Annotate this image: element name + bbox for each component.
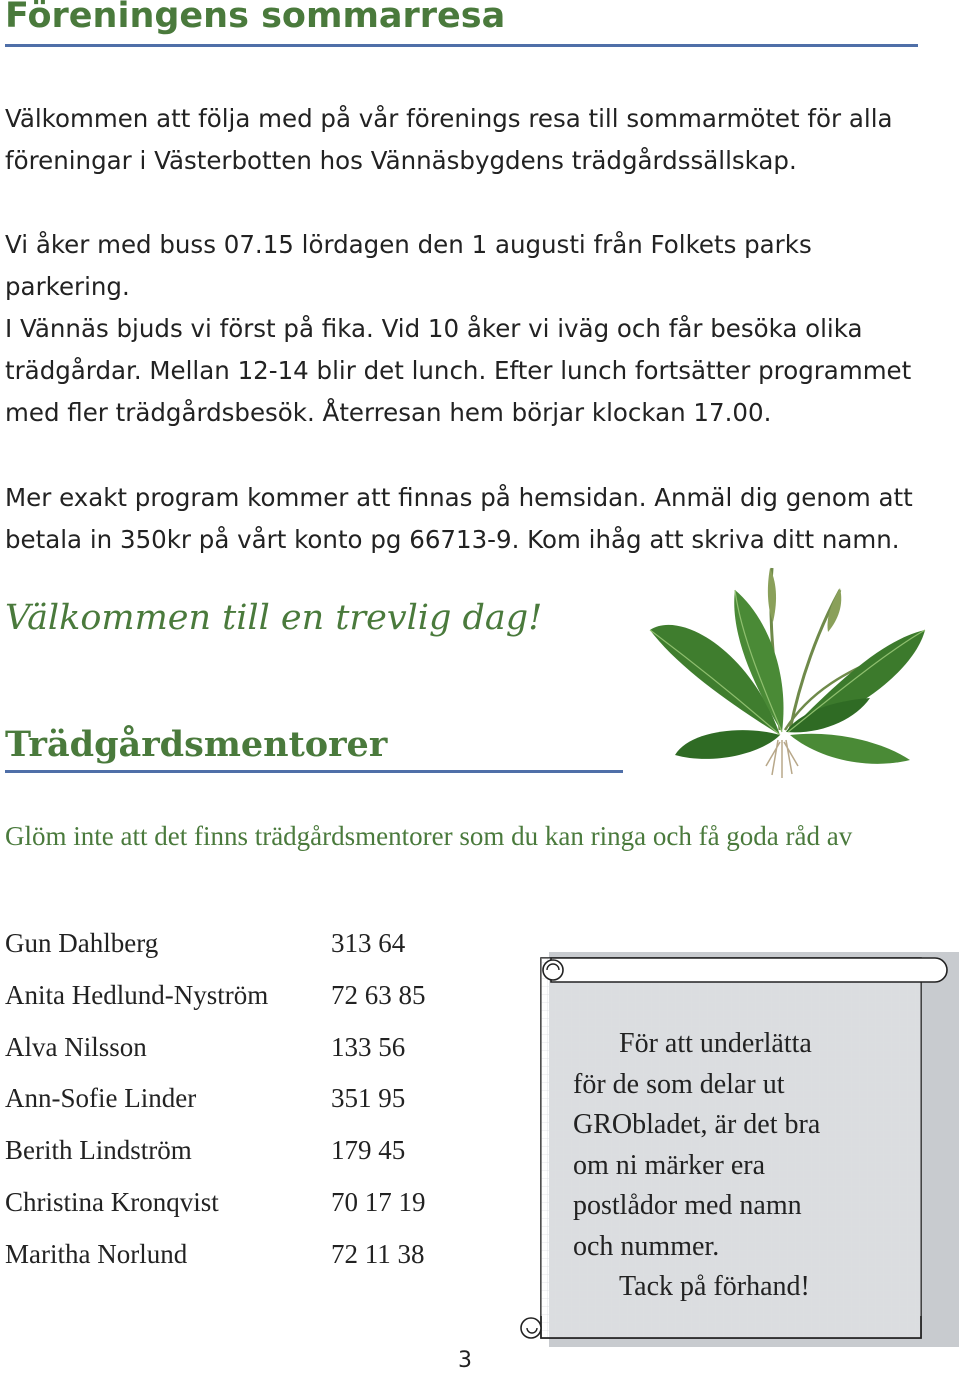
mentor-phone: 70 17 19 [331,1187,426,1217]
text-line: I Vännäs bjuds vi först på fika. Vid 10 åker vi iväg och får besöka olika [5,314,863,343]
mentor-name: Ann-Sofie Linder [5,1083,197,1113]
paragraph-invitation [5,98,935,182]
note-line: för de som delar ut [573,1068,785,1100]
welcome-message: Välkommen till en trevlig dag! [5,598,543,638]
paragraph-schedule [5,224,935,434]
text-line: betala in 350kr på vårt konto pg 66713-9. Kom ihåg att skriva ditt namn. [5,525,900,554]
note-line: postlådor med namn [573,1190,802,1221]
note-line: Tack på förhand! [619,1271,810,1302]
text-line: trädgårdar. Mellan 12-14 blir det lunch. Efter lunch fortsätter programmet [5,356,912,385]
mentor-name: Gun Dahlberg [5,928,159,958]
text-line: Välkommen att följa med på vår förenings resa till sommarmötet för alla [5,104,893,133]
mentor-name: Anita Hedlund-Nyström [5,980,269,1010]
mentor-phone: 313 64 [331,928,406,958]
mentors-intro: Glöm inte att det finns trädgårdsmentorer som du kan ringa och få goda råd av [5,821,853,851]
note-line: och nummer. [573,1230,720,1262]
mentor-name: Alva Nilsson [5,1032,147,1062]
mentor-phone: 351 95 [331,1083,406,1113]
mentor-phone: 72 11 38 [331,1239,425,1269]
text-line: föreningar i Västerbotten hos Vännäsbygdens trädgårdssällskap. [5,146,797,175]
section-title-garden-mentors: Trädgårdsmentorer [5,724,388,765]
mentor-phone: 179 45 [331,1135,406,1165]
text-line: parkering. [5,272,130,301]
note-line: GRObladet, är det bra [573,1109,821,1140]
plantain-plant-illustration [640,560,930,780]
mentor-phone: 72 63 85 [331,980,426,1010]
section-title-summer-trip: Föreningens sommarresa [5,0,506,36]
scroll-note-text [573,1024,913,1308]
text-line: Vi åker med buss 07.15 lördagen den 1 augusti från Folkets parks [5,230,812,259]
mentor-name: Christina Kronqvist [5,1187,219,1217]
paragraph-registration [5,477,935,561]
title-underline [5,44,918,47]
title-underline [5,770,623,773]
mentor-phone: 133 56 [331,1032,406,1062]
page-number: 3 [458,1348,472,1373]
mentor-name: Berith Lindström [5,1135,192,1165]
mentor-name: Maritha Norlund [5,1239,188,1269]
text-line: med fler trädgårdsbesök. Återresan hem börjar klockan 17.00. [5,398,772,427]
note-line: om ni märker era [573,1149,766,1181]
text-line: Mer exakt program kommer att finnas på hemsidan. Anmäl dig genom att [5,483,913,512]
note-line: För att underlätta [619,1028,812,1059]
